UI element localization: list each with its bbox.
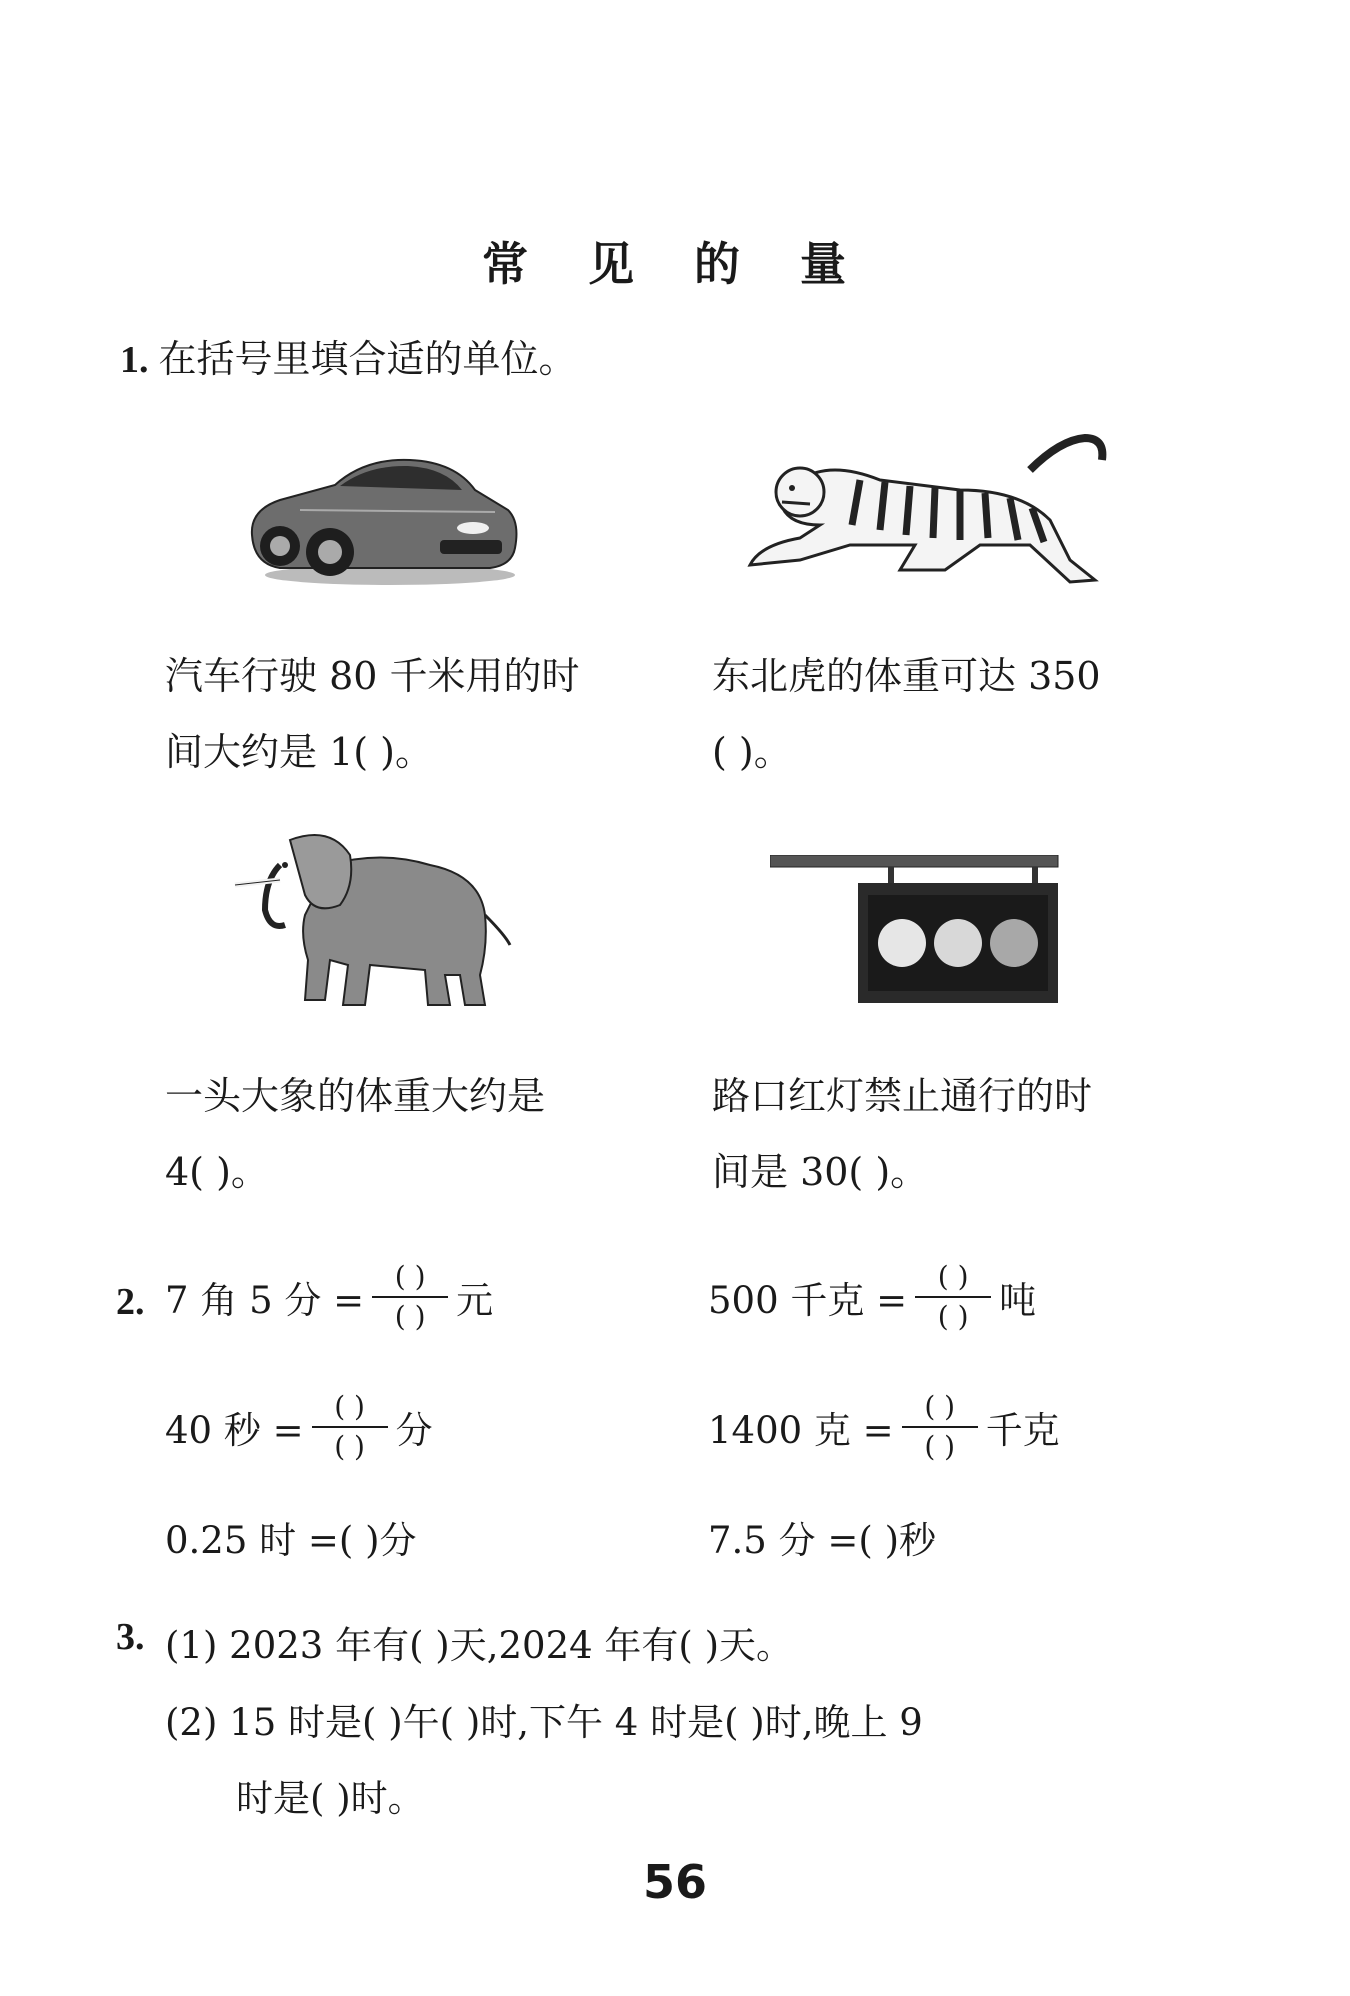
conversion-unit: 分 xyxy=(395,1409,433,1452)
caption-line: 汽车行驶 80 千米用的时 xyxy=(165,654,580,698)
question-text: 在括号里填合适的单位。 xyxy=(158,337,577,381)
conversion-unit: 千克 xyxy=(985,1409,1060,1452)
conversion-prefix: 40 秒 = xyxy=(165,1409,304,1452)
tiger-illustration xyxy=(730,430,1130,600)
question-2-number: 2. xyxy=(116,1281,145,1323)
conversion-unit: 吨 xyxy=(999,1279,1037,1322)
caption-line: 一头大象的体重大约是 xyxy=(165,1074,546,1118)
traffic-light-illustration xyxy=(770,855,1070,1005)
elephant-illustration xyxy=(230,825,530,1015)
q1-item-elephant xyxy=(165,1058,635,1210)
car-illustration xyxy=(240,440,520,590)
q3-part-2: (2) 15 时是( )午( )时,下午 4 时是( )时,晚上 9 xyxy=(165,1701,923,1744)
q2-conversion xyxy=(708,1258,1036,1336)
denominator-blank: ( ) xyxy=(937,1300,969,1333)
caption-line: ( )。 xyxy=(712,730,792,774)
page-title: 常 见 的 量 xyxy=(481,237,869,291)
numerator-blank: ( ) xyxy=(334,1390,365,1423)
denominator-blank: ( ) xyxy=(334,1430,365,1463)
conversion-unit: 元 xyxy=(456,1279,494,1322)
caption-line: 路口红灯禁止通行的时 xyxy=(712,1074,1093,1118)
q3-part-2-continued: 时是( )时。 xyxy=(236,1777,425,1820)
question-1 xyxy=(120,328,577,383)
q3-part-1: (1) 2023 年有( )天,2024 年有( )天。 xyxy=(165,1624,794,1667)
conversion-prefix: 1400 克 = xyxy=(708,1409,894,1452)
q1-item-tiger xyxy=(712,638,1182,790)
numerator-blank: ( ) xyxy=(924,1390,956,1423)
denominator-blank: ( ) xyxy=(394,1300,426,1333)
q1-item-car xyxy=(165,638,635,790)
caption-line: 间是 30( )。 xyxy=(712,1150,929,1194)
caption-line: 东北虎的体重可达 350 xyxy=(712,654,1101,698)
q2-conversion xyxy=(165,1258,493,1336)
q2-conversion xyxy=(165,1388,433,1466)
q2-conversion xyxy=(708,1388,1060,1466)
page-number: 56 xyxy=(642,1855,707,1909)
fraction xyxy=(312,1388,388,1466)
numerator-blank: ( ) xyxy=(937,1260,969,1293)
conversion-prefix: 7 角 5 分 = xyxy=(165,1279,365,1322)
fraction xyxy=(372,1258,448,1336)
caption-line: 间大约是 1( )。 xyxy=(165,730,433,774)
q2-conversion-time: 0.25 时 =( )分 xyxy=(165,1519,417,1562)
question-3-number: 3. xyxy=(116,1616,145,1658)
q2-conversion-time: 7.5 分 =( )秒 xyxy=(708,1519,936,1562)
denominator-blank: ( ) xyxy=(924,1430,956,1463)
caption-line: 4( )。 xyxy=(165,1150,269,1194)
q1-item-traffic-light xyxy=(712,1058,1182,1210)
conversion-prefix: 500 千克 = xyxy=(708,1279,908,1322)
fraction xyxy=(915,1258,991,1336)
numerator-blank: ( ) xyxy=(394,1260,426,1293)
question-number: 1. xyxy=(120,339,149,381)
fraction xyxy=(902,1388,978,1466)
